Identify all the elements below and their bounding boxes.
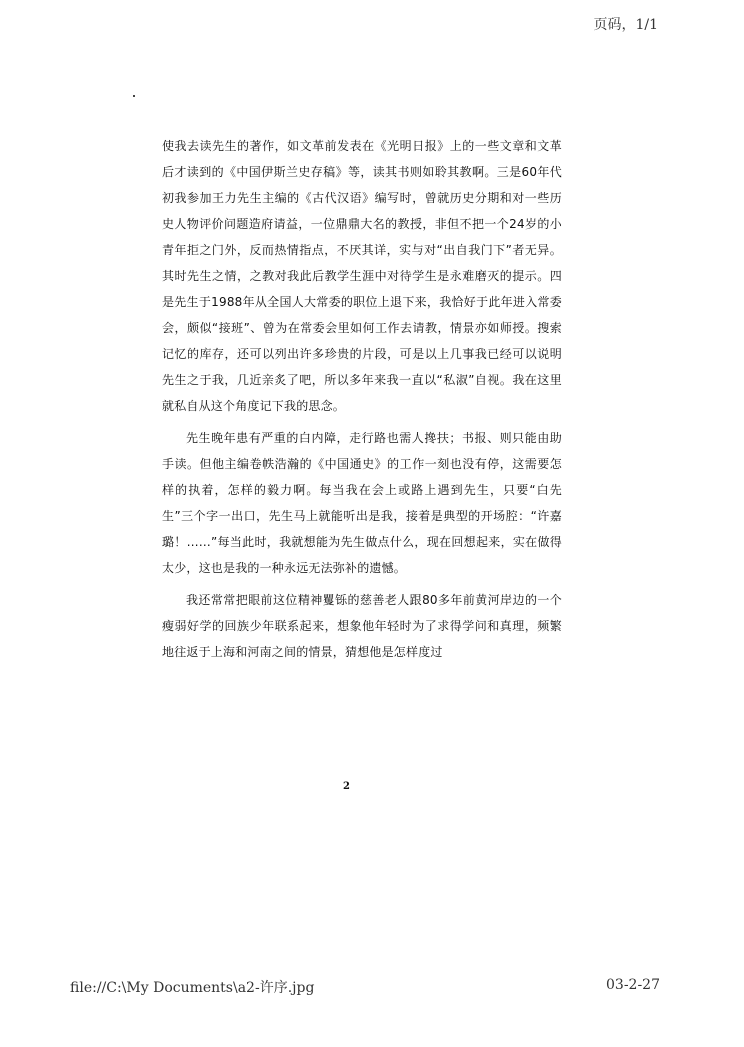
scanned-page-body: [162, 133, 562, 665]
print-header-page-label: 页码，1/1: [593, 17, 658, 33]
footer-date: 03-2-27: [606, 977, 660, 993]
paragraph-3: 我还常常把眼前这位精神矍铄的慈善老人跟80多年前黄河岸边的一个瘦弱好学的回族少年联系起来，想象他年轻时为了求得学问和真理，频繁地往返于上海和河南之间的情景，猜想他是怎样度过: [162, 593, 562, 659]
footer-file-path: file://C:\My Documents\a2-许序.jpg: [70, 980, 315, 996]
scan-speck: [133, 95, 135, 97]
page-number: 2: [343, 781, 350, 792]
paragraph-2: 先生晚年患有严重的白内障，走行路也需人搀扶；书报、则只能由助手读。但他主编卷帙浩瀚的《中国通史》的工作一刻也没有停，这需要怎样的执着，怎样的毅力啊。每当我在会上或路上遇到先生，只要“白先生”三个字一出口，先生马上就能听出是我，接着是典型的开场腔：“许嘉璐！……”每当此时，我就想能为先生做点什么，现在回想起来，实在做得太少，这也是我的一种永远无法弥补的遗憾。: [162, 431, 562, 575]
paragraph-1: 使我去读先生的著作，如文革前发表在《光明日报》上的一些文章和文革后才读到的《中国伊斯兰史存稿》等，读其书则如聆其教啊。三是60年代初我参加王力先生主编的《古代汉语》编写时，曾就历史分期和对一些历史人物评价问题造府请益，一位鼎鼎大名的教授，非但不把一个24岁的小青年拒之门外，反而热情指点，不厌其详，实与对“出自我门下”者无异。其时先生之情，之教对我此后教学生涯中对待学生是永难磨灭的提示。四是先生于1988年从全国人大常委的职位上退下来，我恰好于此年进入常委会，颇似“接班”、曾为在常委会里如何工作去请教，情景亦如师授。搜索记忆的库存，还可以列出许多珍贵的片段，可是以上几事我已经可以说明先生之于我，几近亲炙了吧，所以多年来我一直以“私淑”自视。我在这里就私自从这个角度记下我的思念。: [162, 139, 562, 413]
